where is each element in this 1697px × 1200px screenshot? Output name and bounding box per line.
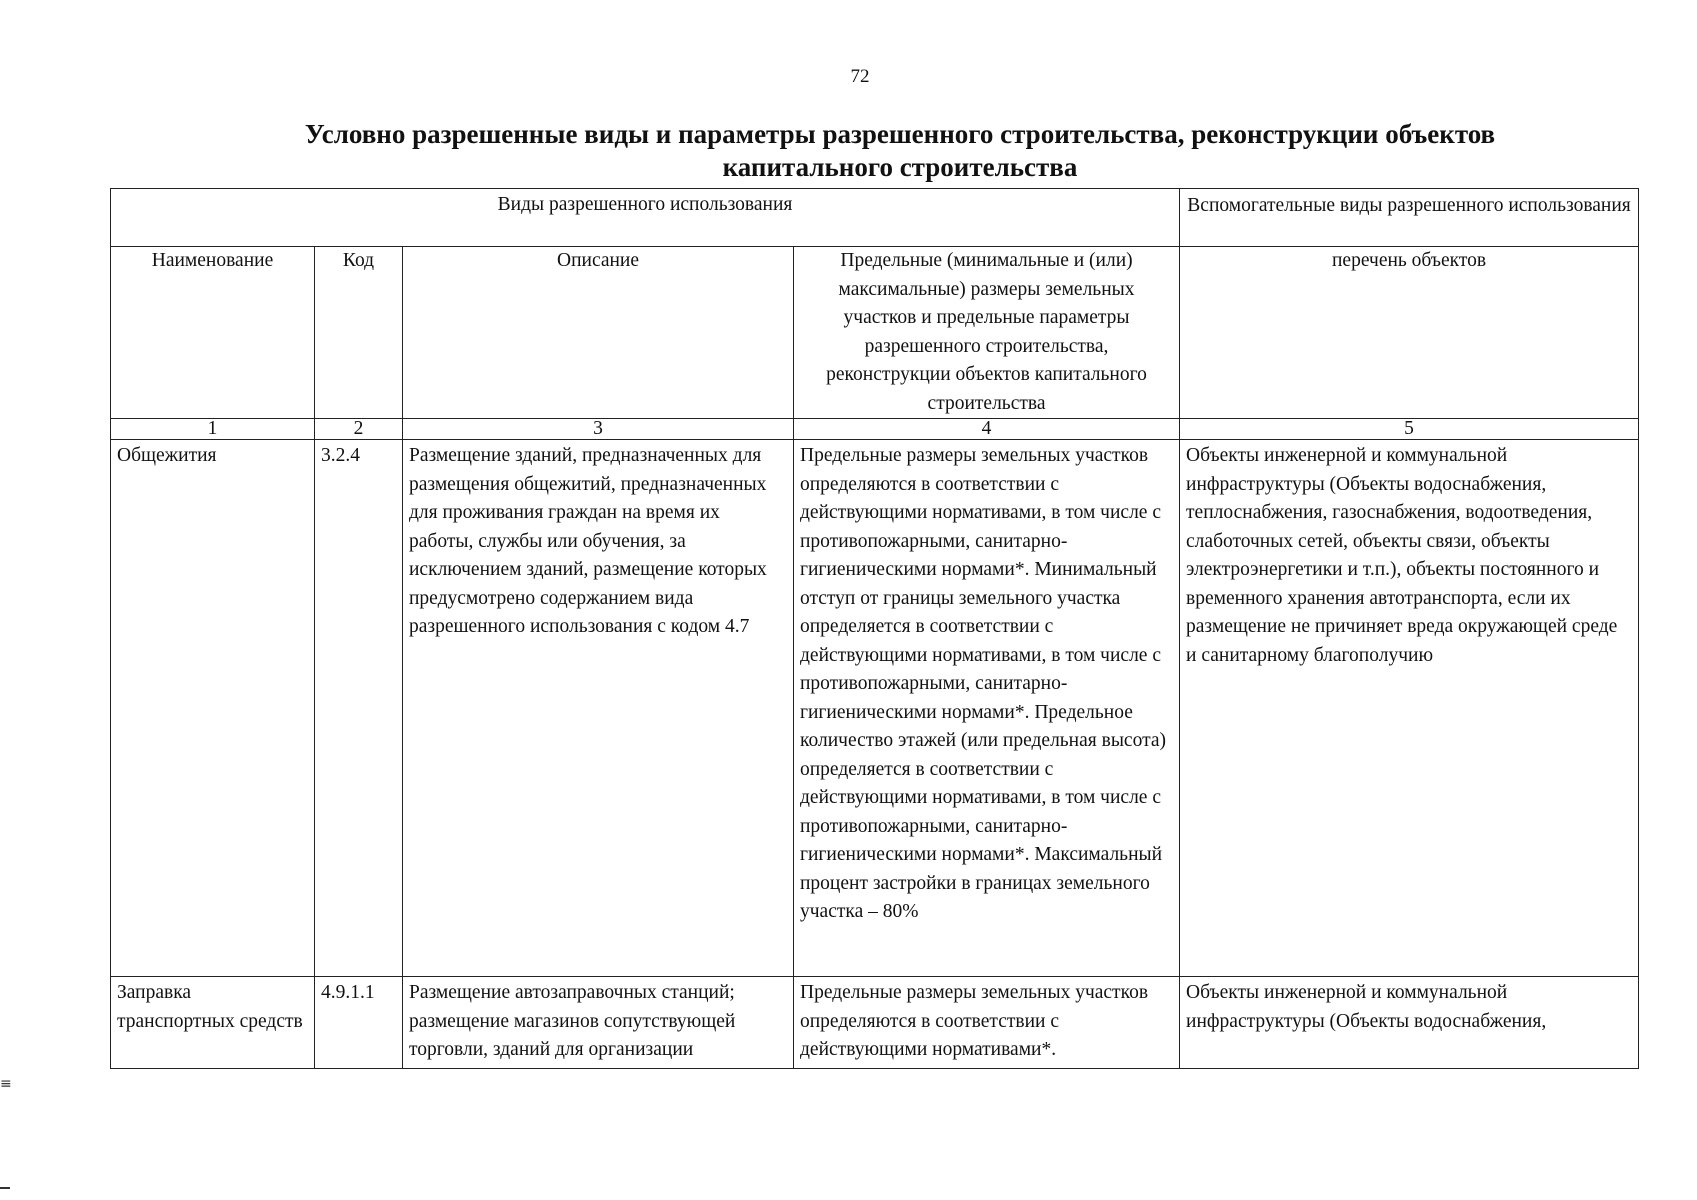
group-header-aux: Вспомогательные виды разрешенного использования (1180, 189, 1639, 247)
use-name-cell: Заправка транспортных средств (111, 977, 315, 1069)
column-number: 5 (1180, 419, 1639, 440)
use-code-cell: 4.9.1.1 (315, 977, 403, 1069)
use-parameters-cell: Предельные размеры земельных участков определяются в соответствии с действующими нормативами*. (794, 977, 1180, 1069)
group-header-main: Виды разрешенного использования (111, 189, 1180, 247)
title-line-2: капитального строительства (722, 151, 1078, 182)
column-header-code: Код (315, 247, 403, 419)
column-number: 2 (315, 419, 403, 440)
column-number-row (111, 419, 1639, 440)
scan-margin-marks (0, 1078, 12, 1090)
use-description-cell: Размещение зданий, предназначенных для размещения общежитий, предназначенных для проживания граждан на время их работы, службы или обучения, за исключением зданий, размещение которых предусмотрено содержанием вида разрешенного использования с кодом 4.7 (403, 440, 794, 977)
column-number: 3 (403, 419, 794, 440)
page-number: 72 (850, 66, 870, 87)
table-row (111, 977, 1639, 1069)
aux-objects-cell: Объекты инженерной и коммунальной инфраструктуры (Объекты водоснабжения, теплоснабжения, газоснабжения, водоотведения, слаботочных сетей, объекты связи, объекты электроэнергетики и т.п.), объекты постоянного и временного хранения автотранспорта, если их размещение не причиняет вреда окружающей среде и санитарному благополучию (1180, 440, 1639, 977)
use-description-cell: Размещение автозаправочных станций; размещение магазинов сопутствующей торговли, зданий для организации (403, 977, 794, 1069)
table-row (111, 440, 1639, 977)
use-code-cell: 3.2.4 (315, 440, 403, 977)
column-number: 1 (111, 419, 315, 440)
column-header-parameters: Предельные (минимальные и (или) максимальные) размеры земельных участков и предельные параметры разрешенного строительства, реконструкции объектов капитального строительства (794, 247, 1180, 419)
column-header-name: Наименование (111, 247, 315, 419)
column-header-objects: перечень объектов (1180, 247, 1639, 419)
group-header-row (111, 189, 1639, 247)
margin-tick-mark: ≡ (0, 1076, 12, 1092)
page-title (120, 118, 1680, 184)
permitted-uses-table (110, 188, 1639, 1069)
column-header-description: Описание (403, 247, 794, 419)
column-number: 4 (794, 419, 1180, 440)
column-header-row (111, 247, 1639, 419)
use-name-cell: Общежития (111, 440, 315, 977)
margin-dash-mark (0, 1187, 10, 1189)
use-parameters-cell: Предельные размеры земельных участков определяются в соответствии с действующими нормативами, в том числе с противопожарными, санитарно-гигиеническими нормами*. Минимальный отступ от границы земельного участка определяется в соответствии с действующими нормативами, в том числе с противопожарными, санитарно-гигиеническими нормами*. Предельное количество этажей (или предельная высота) определяется в соответствии с действующими нормативами, в том числе с противопожарными, санитарно-гигиеническими нормами*. Максимальный процент застройки в границах земельного участка – 80% (794, 440, 1180, 977)
aux-objects-cell: Объекты инженерной и коммунальной инфраструктуры (Объекты водоснабжения, (1180, 977, 1639, 1069)
title-line-1: Условно разрешенные виды и параметры разрешенного строительства, реконструкции объектов (304, 119, 1496, 149)
